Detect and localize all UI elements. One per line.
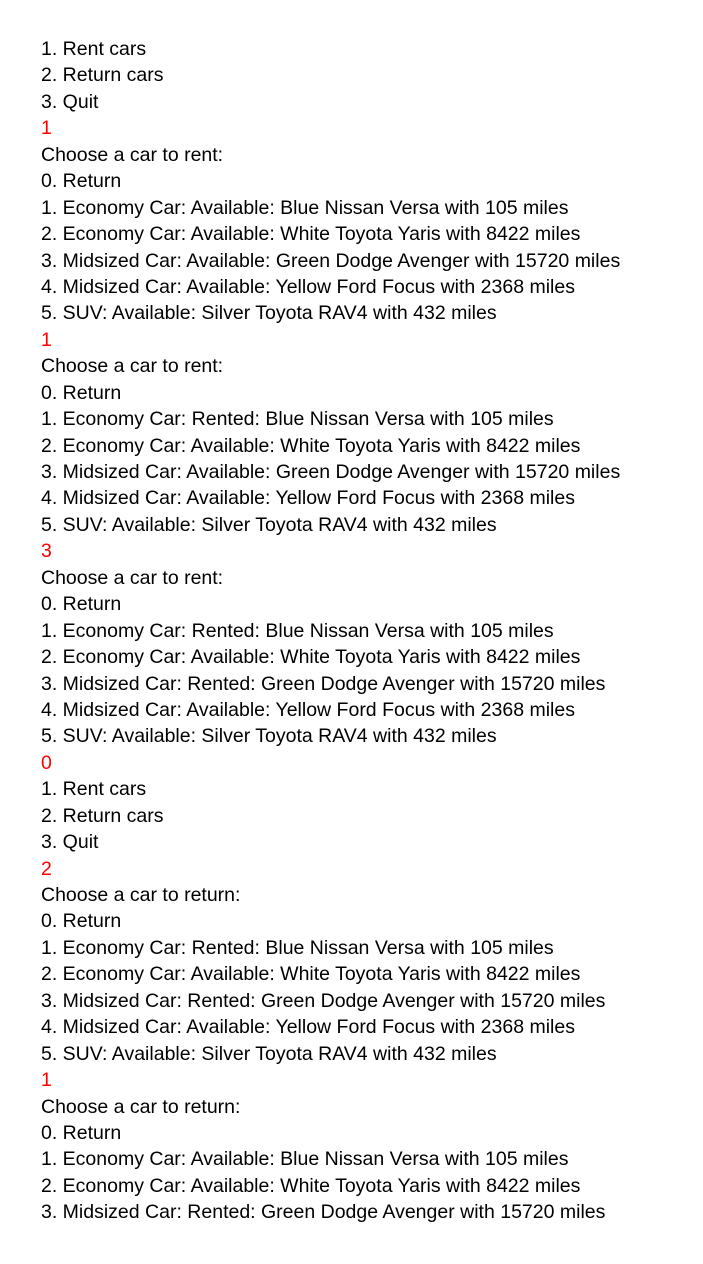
console-line: 2. Return cars bbox=[41, 804, 164, 827]
console-line: 4. Midsized Car: Available: Yellow Ford Focus with 2368 miles bbox=[41, 698, 575, 721]
user-input-line: 0 bbox=[41, 751, 52, 774]
console-line: 2. Economy Car: Available: White Toyota Yaris with 8422 miles bbox=[41, 963, 581, 986]
user-input-line: 1 bbox=[41, 117, 52, 140]
console-line: 3. Midsized Car: Rented: Green Dodge Avenger with 15720 miles bbox=[41, 672, 606, 695]
console-line: 0. Return bbox=[41, 910, 122, 933]
console-line: 1. Rent cars bbox=[41, 38, 147, 60]
console-line: Choose a car to rent: bbox=[41, 566, 224, 589]
console-line: 1. Rent cars bbox=[41, 778, 147, 801]
console-line: 3. Quit bbox=[41, 90, 99, 113]
console-output bbox=[41, 36, 693, 1226]
console-line: 4. Midsized Car: Available: Yellow Ford Focus with 2368 miles bbox=[41, 487, 575, 510]
console-line: Choose a car to rent: bbox=[41, 355, 224, 378]
console-line: 5. SUV: Available: Silver Toyota RAV4 with 432 miles bbox=[41, 302, 497, 325]
console-line: 2. Economy Car: Available: White Toyota Yaris with 8422 miles bbox=[41, 434, 581, 457]
console-line: 2. Economy Car: Available: White Toyota Yaris with 8422 miles bbox=[41, 1174, 581, 1197]
console-line: 2. Economy Car: Available: White Toyota Yaris with 8422 miles bbox=[41, 646, 581, 669]
console-line: 2. Economy Car: Available: White Toyota Yaris with 8422 miles bbox=[41, 223, 581, 246]
console-line: 1. Economy Car: Rented: Blue Nissan Versa with 105 miles bbox=[41, 936, 554, 959]
console-line: 2. Return cars bbox=[41, 64, 164, 87]
console-line: 0. Return bbox=[41, 593, 122, 616]
console-line: 1. Economy Car: Available: Blue Nissan Versa with 105 miles bbox=[41, 196, 569, 219]
console-line: 4. Midsized Car: Available: Yellow Ford Focus with 2368 miles bbox=[41, 275, 575, 298]
user-input-line: 3 bbox=[41, 540, 52, 563]
console-line: 3. Midsized Car: Rented: Green Dodge Avenger with 15720 miles bbox=[41, 1201, 606, 1224]
console-line: 3. Midsized Car: Available: Green Dodge Avenger with 15720 miles bbox=[41, 461, 621, 483]
console-line: 3. Midsized Car: Rented: Green Dodge Avenger with 15720 miles bbox=[41, 989, 606, 1012]
console-line: 5. SUV: Available: Silver Toyota RAV4 with 432 miles bbox=[41, 513, 497, 536]
console-line: Choose a car to return: bbox=[41, 1095, 241, 1118]
console-line: 1. Economy Car: Rented: Blue Nissan Versa with 105 miles bbox=[41, 619, 554, 642]
console-line: 3. Quit bbox=[41, 831, 99, 854]
console-line: 0. Return bbox=[41, 381, 122, 404]
console-line: 5. SUV: Available: Silver Toyota RAV4 with 432 miles bbox=[41, 725, 497, 748]
console-line: Choose a car to rent: bbox=[41, 143, 224, 166]
user-input-line: 1 bbox=[41, 328, 52, 351]
console-line: 4. Midsized Car: Available: Yellow Ford Focus with 2368 miles bbox=[41, 1016, 575, 1039]
user-input-line: 1 bbox=[41, 1069, 52, 1092]
user-input-line: 2 bbox=[41, 857, 52, 880]
console-line: 3. Midsized Car: Available: Green Dodge Avenger with 15720 miles bbox=[41, 249, 621, 272]
console-line: 1. Economy Car: Rented: Blue Nissan Versa with 105 miles bbox=[41, 408, 554, 431]
console-line: 0. Return bbox=[41, 1121, 122, 1144]
console-line: Choose a car to return: bbox=[41, 884, 241, 906]
console-line: 0. Return bbox=[41, 170, 122, 193]
console-line: 5. SUV: Available: Silver Toyota RAV4 with 432 miles bbox=[41, 1042, 497, 1065]
console-line: 1. Economy Car: Available: Blue Nissan Versa with 105 miles bbox=[41, 1148, 569, 1171]
